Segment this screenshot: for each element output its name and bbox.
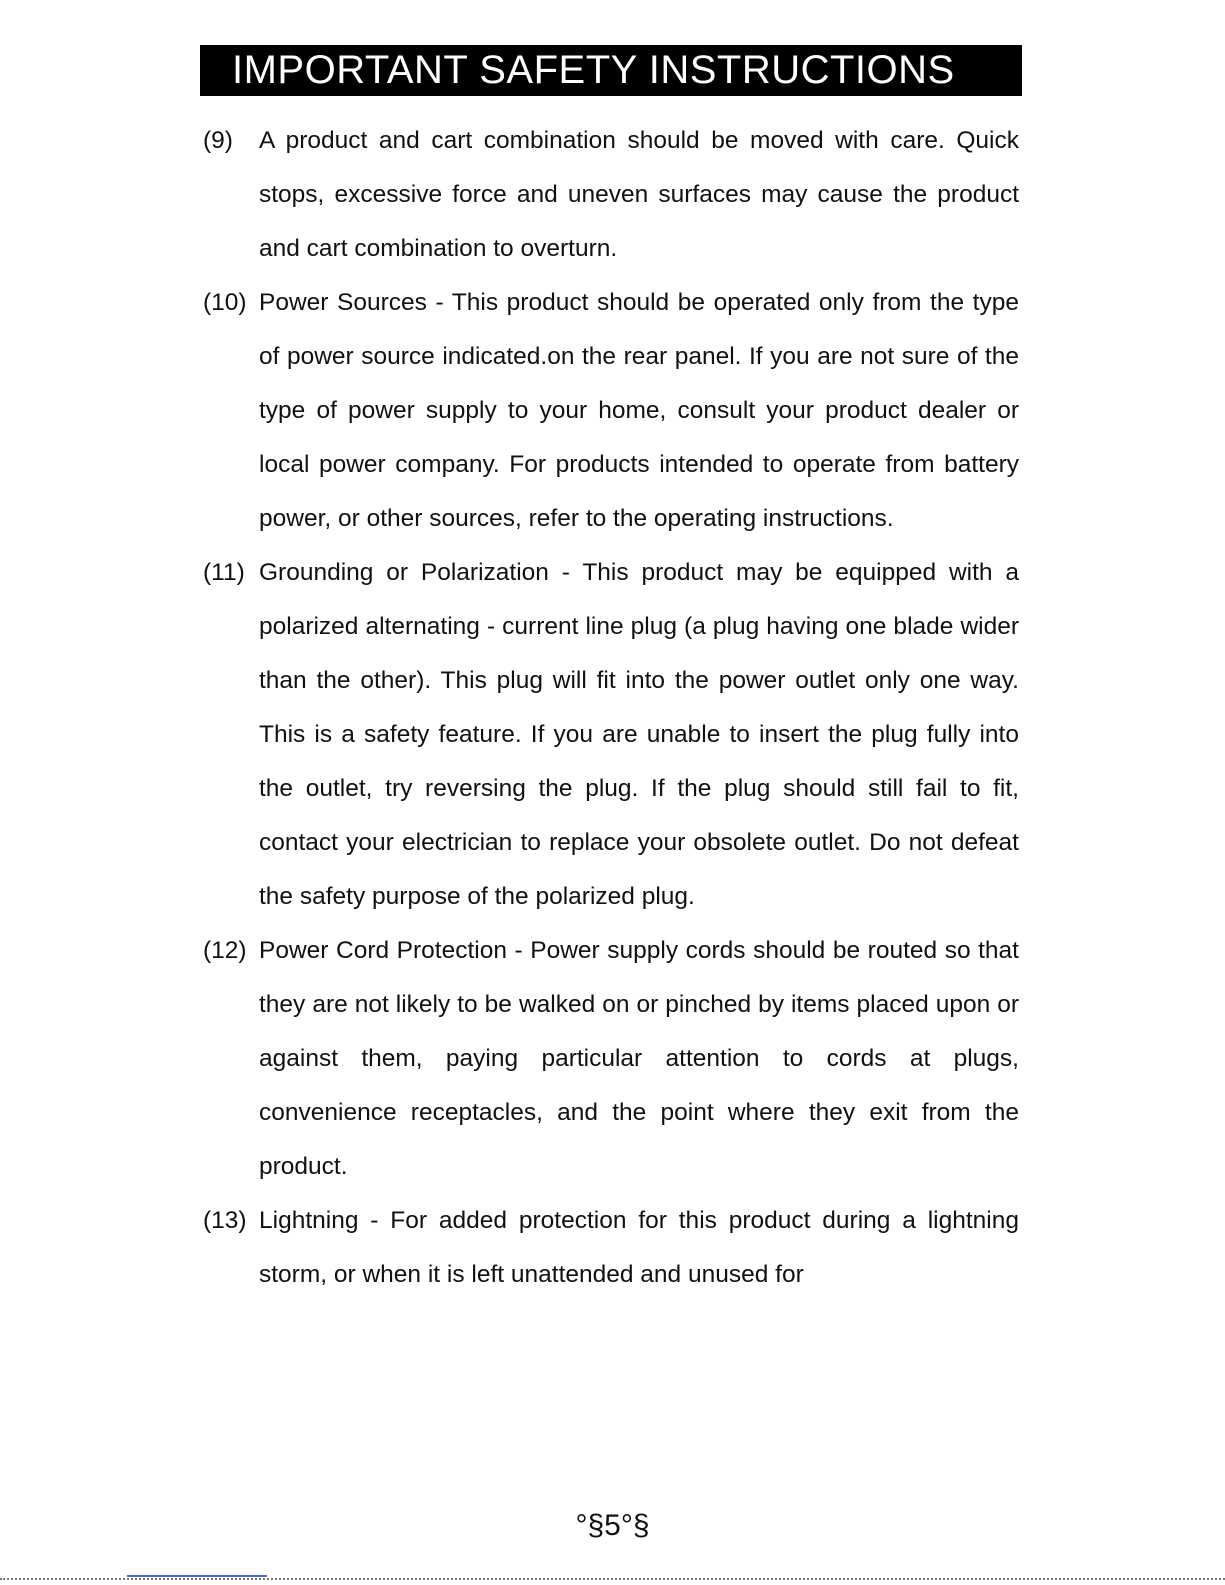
instruction-item-13 (203, 1194, 1019, 1302)
page-number: °§5°§ (575, 1509, 650, 1542)
instruction-item-9 (203, 114, 1019, 276)
item-text: Power Cord Protection - Power supply cords should be routed so that they are not likely to be walked on or pinched by items placed upon or against them, paying particular attention to cords at plugs, convenience receptacles, and the point where they exit from the product. (259, 937, 1019, 1180)
item-number: (13) (203, 1207, 247, 1234)
page-bottom-divider (0, 1578, 1225, 1580)
item-text: Lightning - For added protection for this product during a lightning storm, or when it is left unattended and unused for (259, 1207, 1019, 1288)
page-title (200, 45, 1022, 96)
instruction-item-12 (203, 924, 1019, 1194)
item-number: (11) (203, 559, 245, 586)
item-text: A product and cart combination should be moved with care. Quick stops, excessive force and uneven surfaces may cause the product and cart combination to overturn. (259, 127, 1019, 262)
item-text: Power Sources - This product should be operated only from the type of power source indicated.on the rear panel. If you are not sure of the type of power supply to your home, consult your product dealer or local power company. For products intended to operate from battery power, or other sources, refer to the operating instructions. (259, 289, 1019, 532)
item-text: Grounding or Polarization - This product may be equipped with a polarized alternating - current line plug (a plug having one blade wider than the other). This plug will fit into the power outlet only one way. This is a safety feature. If you are unable to insert the plug fully into the outlet, try reversing the plug. If the plug should still fail to fit, contact your electrician to replace your obsolete outlet. Do not defeat the safety purpose of the polarized plug. (259, 559, 1019, 910)
instruction-item-10 (203, 276, 1019, 546)
item-number: (10) (203, 289, 247, 316)
page-bottom-marker (127, 1575, 267, 1577)
instruction-item-11 (203, 546, 1019, 924)
instruction-list (203, 114, 1019, 1302)
item-number: (12) (203, 937, 247, 964)
item-number: (9) (203, 127, 233, 154)
page-title-text: IMPORTANT SAFETY INSTRUCTIONS (232, 48, 955, 92)
